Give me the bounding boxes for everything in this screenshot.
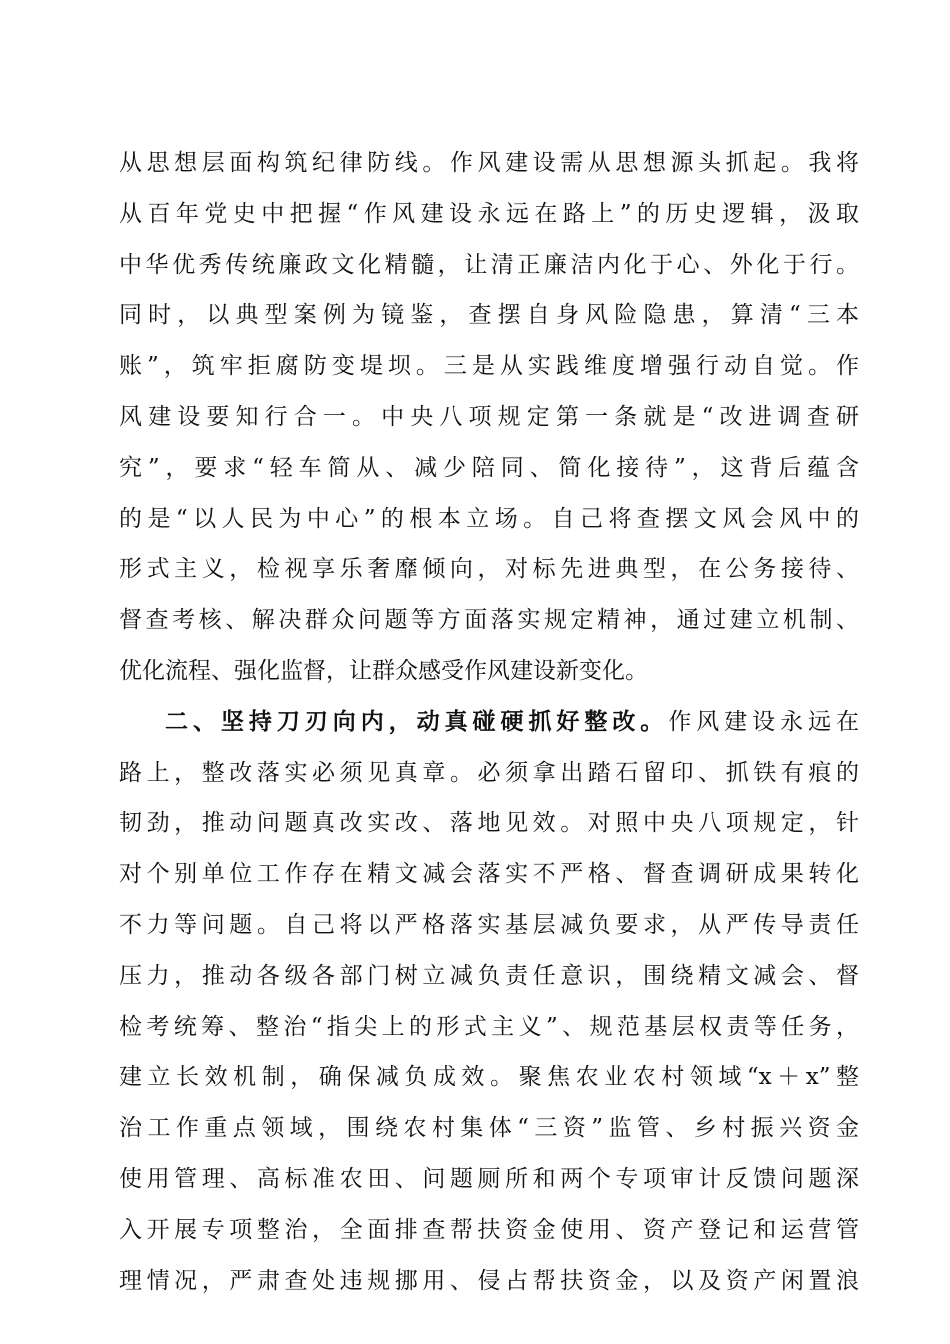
text-line: 治工作重点领域，围绕农村集体“三资”监管、乡村振兴资金 — [119, 1115, 859, 1142]
body-text — [119, 138, 859, 1306]
text-line: 同时，以典型案例为镜鉴，查摆自身风险隐患，算清“三本 — [119, 302, 859, 329]
text-line: 韧劲，推动问题真改实改、落地见效。对照中央八项规定，针 — [119, 810, 859, 837]
text-line: 风建设要知行合一。中央八项规定第一条就是“改进调查研 — [119, 403, 859, 430]
text-line: 形式主义，检视享乐奢靡倾向，对标先进典型，在公务接待、 — [119, 556, 859, 583]
text-line: 从百年党史中把握“作风建设永远在路上”的历史逻辑，汲取 — [119, 200, 859, 227]
text-line: 检考统筹、整治“指尖上的形式主义”、规范基层权责等任务， — [119, 1013, 859, 1040]
text-line: 入开展专项整治，全面排查帮扶资金使用、资产登记和运营管 — [119, 1216, 859, 1243]
text-line: 路上，整改落实必须见真章。必须拿出踏石留印、抓铁有痕的 — [119, 759, 859, 786]
text-line: 不力等问题。自己将以严格落实基层减负要求，从严传导责任 — [119, 911, 859, 938]
text-line: 压力，推动各级各部门树立减负责任意识，围绕精文减会、督 — [119, 962, 859, 989]
text-line: 从思想层面构筑纪律防线。作风建设需从思想源头抓起。我将 — [119, 150, 859, 176]
text-line: 督查考核、解决群众问题等方面落实规定精神，通过建立机制、 — [119, 607, 859, 634]
heading-line-text: 作风建设永远在 — [668, 708, 859, 735]
text-line: 优化流程、强化监督，让群众感受作风建设新变化。 — [119, 657, 648, 684]
text-line: 对个别单位工作存在精文减会落实不严格、督查调研成果转化 — [119, 861, 859, 888]
text-line: 的是“以人民为中心”的根本立场。自己将查摆文风会风中的 — [119, 505, 859, 532]
text-line: 使用管理、高标准农田、问题厕所和两个专项审计反馈问题深 — [119, 1165, 859, 1192]
text-line: 究”，要求“轻车简从、减少陪同、简化接待”，这背后蕴含 — [119, 454, 859, 481]
text-line: 理情况，严肃查处违规挪用、侵占帮扶资金，以及资产闲置浪 — [119, 1267, 859, 1294]
paragraph-2 — [119, 697, 859, 1307]
section-heading: 二、坚持刀刃向内，动真碰硬抓好整改。 — [165, 707, 669, 735]
paragraph-1 — [119, 138, 859, 697]
text-line: 建立长效机制，确保减负成效。聚焦农业农村领域“x＋x”整 — [119, 1064, 859, 1091]
paragraph-2-first-line — [119, 697, 859, 748]
text-line: 账”，筑牢拒腐防变堤坝。三是从实践维度增强行动自觉。作 — [119, 353, 859, 380]
text-line: 中华优秀传统廉政文化精髓，让清正廉洁内化于心、外化于行。 — [119, 251, 859, 278]
